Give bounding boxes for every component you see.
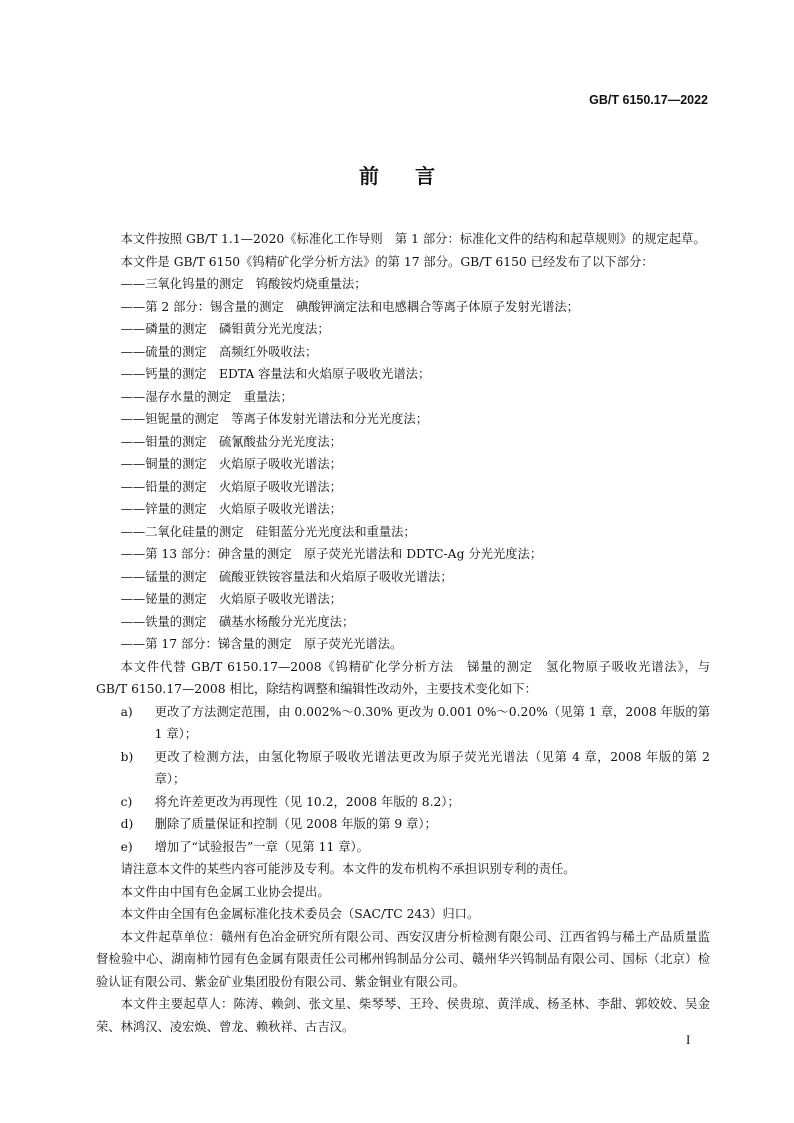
item-label: a) xyxy=(120,704,133,719)
paragraph: 本文件是 GB/T 6150《钨精矿化学分析方法》的第 17 部分。GB/T 6150 已经发布了以下部分： xyxy=(120,254,654,269)
paragraph: 本文件主要起草人：陈涛、赖剑、张文星、柴琴琴、王玲、侯贵琼、黄洋成、杨圣林、李甜、郭姣姣、吴金荣、林鸿汉、凌宏焕、曾龙、赖秋祥、古吉汉。 xyxy=(96,997,710,1034)
paragraph: 本文件代替 GB/T 6150.17—2008《钨精矿化学分析方法 锑量的测定 氢化物原子吸收光谱法》，与 GB/T 6150.17—2008 相比，除结构调整和编辑性改动外，主要技术变化如下： xyxy=(96,659,710,696)
list-item: ——三氧化钨量的测定 钨酸铵灼烧重量法； xyxy=(120,277,367,291)
list-item: ——锌量的测定 火焰原子吸收光谱法； xyxy=(120,502,342,516)
list-item: ——钼量的测定 硫氰酸盐分光光度法； xyxy=(120,434,342,449)
list-item: ——钙量的测定 EDTA 容量法和火焰原子吸收光谱法； xyxy=(120,367,431,381)
page-number: I xyxy=(686,1032,691,1047)
changes-list xyxy=(96,701,710,859)
change-item xyxy=(96,791,710,814)
foreword-body xyxy=(96,228,710,1038)
list-item: ——锰量的测定 硫酸亚铁铵容量法和火焰原子吸收光谱法； xyxy=(120,569,453,584)
list-item: ——湿存水量的测定 重量法； xyxy=(120,389,293,404)
change-item xyxy=(96,701,710,746)
item-text: 增加了“试验报告”一章（见第 11 章）。 xyxy=(154,839,369,854)
parts-list xyxy=(96,273,710,656)
list-item: ——第 2 部分：锡含量的测定 碘酸钾滴定法和电感耦合等离子体原子发射光谱法； xyxy=(120,299,579,314)
paragraph: 本文件起草单位：赣州有色冶金研究所有限公司、西安汉唐分析检测有限公司、江西省钨与稀土产品质量监督检验中心、湖南柿竹园有色金属有限责任公司郴州钨制品分公司、赣州华兴钨制品有限公司、国标（北京）检验认证有限公司、紫金矿业集团股份有限公司、紫金铜业有限公司。 xyxy=(96,929,710,989)
item-label: c) xyxy=(120,794,133,809)
item-label: d) xyxy=(120,817,134,831)
change-item xyxy=(96,746,710,791)
item-text: 更改了方法测定范围，由 0.002%～0.30% 更改为 0.001 0%～0.20%（见第 1 章，2008 年版的第 1 章）； xyxy=(154,704,710,741)
list-item: ——二氧化硅量的测定 硅钼蓝分光光度法和重量法； xyxy=(120,524,416,539)
page-title: 前言 xyxy=(359,164,471,188)
list-item: ——硫量的测定 高频红外吸收法； xyxy=(120,344,318,359)
item-label: e) xyxy=(120,839,133,854)
paragraph: 本文件按照 GB/T 1.1—2020《标准化工作导则 第 1 部分：标准化文件的结构和起草规则》的规定起草。 xyxy=(120,232,706,246)
list-item: ——第 13 部分：砷含量的测定 原子荧光光谱法和 DDTC-Ag 分光光度法； xyxy=(120,547,543,561)
list-item: ——铜量的测定 火焰原子吸收光谱法； xyxy=(120,457,342,471)
standard-number: GB/T 6150.17—2022 xyxy=(589,93,708,107)
list-item: ——第 17 部分：锑含量的测定 原子荧光光谱法。 xyxy=(120,637,403,651)
paragraph: 本文件由全国有色金属标准化技术委员会（SAC/TC 243）归口。 xyxy=(120,907,480,921)
paragraph: 请注意本文件的某些内容可能涉及专利。本文件的发布机构不承担识别专利的责任。 xyxy=(120,862,576,876)
list-item: ——铁量的测定 磺基水杨酸分光光度法； xyxy=(120,614,355,629)
item-label: b) xyxy=(120,749,134,764)
paragraph: 本文件由中国有色金属工业协会提出。 xyxy=(120,884,330,899)
item-text: 更改了检测方法，由氢化物原子吸收光谱法更改为原子荧光光谱法（见第 4 章，2008 年版的第 2 章）； xyxy=(154,749,710,786)
change-item xyxy=(96,836,710,859)
list-item: ——铋量的测定 火焰原子吸收光谱法； xyxy=(120,592,342,606)
list-item: ——钽铌量的测定 等离子体发射光谱法和分光光度法； xyxy=(120,412,429,426)
list-item: ——铅量的测定 火焰原子吸收光谱法； xyxy=(120,479,342,494)
item-text: 删除了质量保证和控制（见 2008 年版的第 9 章）； xyxy=(154,817,437,831)
item-text: 将允许差更改为再现性（见 10.2，2008 年版的 8.2）； xyxy=(154,794,460,809)
list-item: ——磷量的测定 磷钼黄分光光度法； xyxy=(120,322,330,336)
change-item xyxy=(96,813,710,836)
